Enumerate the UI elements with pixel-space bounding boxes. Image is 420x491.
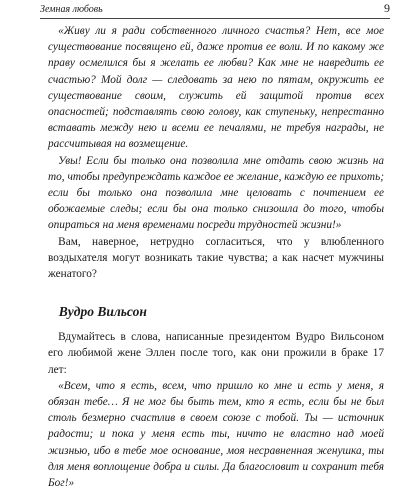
- commentary-paragraph: Вам, наверное, нетрудно согласиться, что у влюбленного воздыхателя могут возникать такие чувства; а как насчет мужчины женатого?: [48, 235, 384, 281]
- page-header: [40, 0, 390, 16]
- wilson-quote-paragraph: «Всем, что я есть, всем, что пришло ко мне и есть у меня, я обязан тебе… Я не мог бы быть тем, кто я есть, если бы не был столь безмерно счастлив в своем союзе с тобой. Ты — источник радости; и пока у меня есть ты, ничто не властно над моей жизнью, ибо в тебе мое основание, моя несравненная женушка, ты для меня воплощение добра и силы. Да благословит и сохранит тебя Бог!»: [48, 379, 384, 490]
- body-text: [48, 23, 384, 491]
- section-heading: Вудро Вильсон: [58, 304, 147, 320]
- letter-quote-paragraph-1: «Живу ли я ради собственного личного счастья? Нет, все мое существование посвящено ей, даже против ее воли. И по какому же праву осмелился бы я желать ее любви? Как мне не навредить ее счастью? Мой долг — следовать за нею по пятам, окружить ее существование своим, служить ей защитой против всех опасностей; подставлять свою голову, как ступеньку, непрестанно вставать между нею и всеми ее печалями, не требуя награды, не рассчитывая на возмещение.: [48, 25, 384, 151]
- running-head: Земная любовь: [40, 4, 103, 15]
- page-number: 9: [384, 1, 390, 15]
- letter-quote-paragraph-2: Увы! Если бы только она позволила мне отдать свою жизнь на то, чтобы предупреждать каждое ее желание, каждую ее прихоть; если бы только она позволила мне целовать с почтением ее обожаемые следы; если бы она только снизошла до того, чтобы опираться на меня временами посреди трудностей жизни!»: [48, 154, 384, 232]
- section-intro-paragraph: Вдумайтесь в слова, написанные президентом Вудро Вильсоном его любимой жене Эллен после того, как они прожили в браке 17 лет:: [48, 331, 384, 376]
- header-rule: [40, 18, 390, 19]
